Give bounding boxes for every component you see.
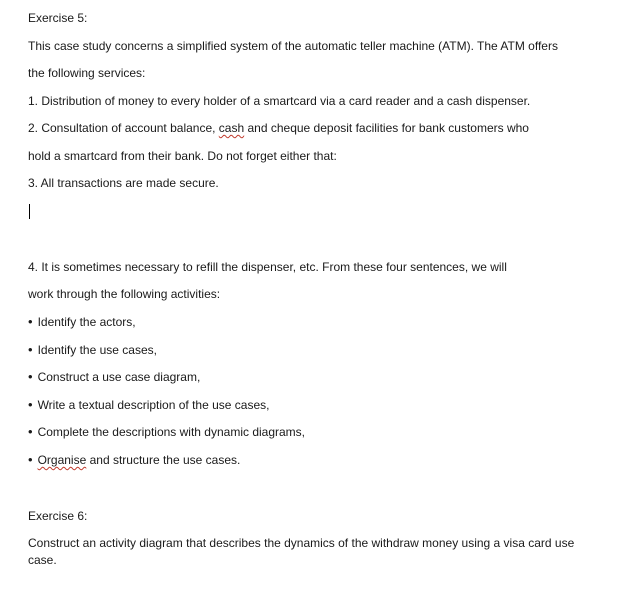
spellcheck-flagged-word[interactable]: cash [218,121,245,135]
activity-item: • Identify the use cases, [28,342,157,358]
text-cursor [29,204,30,219]
activity-item: • Write a textual description of the use cases, [28,397,269,413]
service-2-text-a: 2. Consultation of account balance, [28,121,219,135]
service-3: 3. All transactions are made secure. [28,176,219,190]
exercise-6-heading: Exercise 6: [28,509,88,523]
activity-item: • Complete the descriptions with dynamic diagrams, [28,424,305,440]
intro-line-1: This case study concerns a simplified system of the automatic teller machine (ATM). The ATM offers [28,39,558,53]
service-4-line-1: 4. It is sometimes necessary to refill the dispenser, etc. From these four sentences, we will [28,260,507,274]
intro-line-2: the following services: [28,66,146,80]
service-1: 1. Distribution of money to every holder of a smartcard via a card reader and a cash dispenser. [28,94,531,108]
service-4-line-2: work through the following activities: [28,287,221,301]
activity-item-last-rest: and structure the use cases. [86,453,241,467]
service-2 [28,120,529,136]
activity-item: • Identify the actors, [28,314,136,330]
service-2-continuation: hold a smartcard from their bank. Do not forget either that: [28,149,337,163]
exercise-5-heading: Exercise 5: [28,11,88,25]
activity-item-last [28,452,240,468]
exercise-6-line-1: Construct an activity diagram that describes the dynamics of the withdraw money using a visa card use [28,536,575,550]
exercise-6-line-2: case. [28,553,57,567]
service-2-text-b: and cheque deposit facilities for bank customers who [244,121,529,135]
activity-item: • Construct a use case diagram, [28,369,200,385]
spellcheck-flagged-word[interactable]: Organise [37,453,87,467]
